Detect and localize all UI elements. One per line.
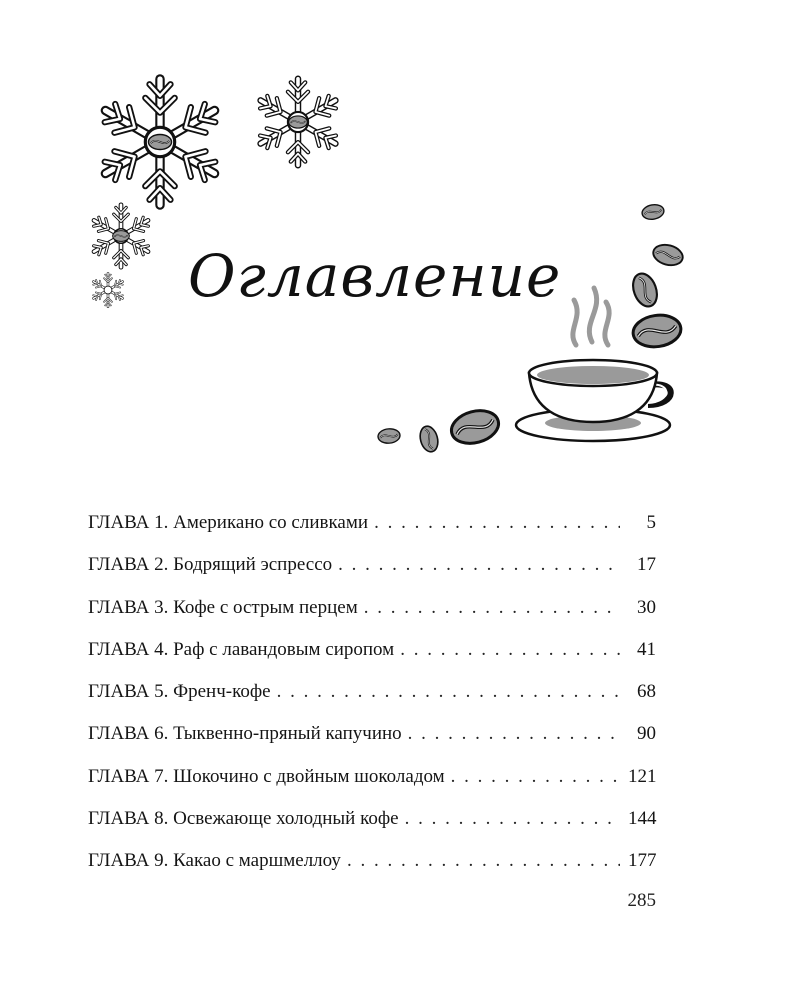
toc-entry-label: ГЛАВА 7. Шокочино с двойным шоколадом xyxy=(88,765,445,787)
toc-entry[interactable] xyxy=(88,639,656,681)
dot-leader xyxy=(364,597,620,619)
snowflake-icon xyxy=(90,205,151,267)
toc-entry-page: 5 xyxy=(646,512,656,533)
toc-entry-page: 121 xyxy=(628,765,657,787)
toc-entry[interactable] xyxy=(88,723,656,765)
toc-entry-label: ГЛАВА 3. Кофе с острым перцем xyxy=(88,596,358,618)
coffee-bean-icon xyxy=(417,424,440,453)
toc-entry-page: 144 xyxy=(628,808,657,830)
coffee-cup-icon xyxy=(516,360,671,441)
table-of-contents xyxy=(88,512,656,893)
toc-entry-page: 30 xyxy=(637,596,656,618)
coffee-bean-icon xyxy=(377,428,400,444)
toc-entry[interactable] xyxy=(88,766,656,808)
coffee-bean-icon xyxy=(448,406,502,449)
snowflake-icon xyxy=(98,79,222,205)
snowflake-icon xyxy=(256,79,341,165)
toc-entry-label: ГЛАВА 4. Раф с лавандовым сиропом xyxy=(88,638,395,660)
toc-entry-page: 177 xyxy=(628,850,657,872)
snowflake-icon xyxy=(91,273,124,307)
toc-entry-label: ГЛАВА 8. Освежающе холодный кофе xyxy=(88,808,399,830)
toc-entry[interactable] xyxy=(88,554,656,596)
toc-entry-page: 90 xyxy=(637,723,656,745)
toc-entry-label: ГЛАВА 5. Френч-кофе xyxy=(88,681,271,703)
coffee-bean-icon xyxy=(629,270,661,310)
toc-entry-label: ГЛАВА 2. Бодрящий эспрессо xyxy=(88,554,333,576)
page-number: 285 xyxy=(627,890,656,911)
dot-leader xyxy=(408,723,620,745)
page-title: Оглавление xyxy=(188,242,562,310)
dot-leader xyxy=(400,639,620,661)
dot-leader xyxy=(451,766,620,788)
toc-entry[interactable] xyxy=(88,681,656,723)
toc-entry-label: ГЛАВА 6. Тыквенно-пряный капучино xyxy=(88,723,402,745)
toc-entry[interactable] xyxy=(88,512,656,554)
decorative-illustration xyxy=(0,0,800,470)
toc-entry-page: 41 xyxy=(637,638,656,660)
coffee-bean-icon xyxy=(651,242,685,269)
toc-entry-page: 68 xyxy=(637,681,656,703)
dot-leader xyxy=(277,681,620,703)
toc-entry[interactable] xyxy=(88,597,656,639)
toc-entry-page: 17 xyxy=(637,554,656,576)
steam-icon xyxy=(573,288,609,345)
toc-entry-label: ГЛАВА 1. Американо со сливками xyxy=(88,512,369,533)
dot-leader xyxy=(374,512,620,534)
toc-entry-label: ГЛАВА 9. Какао с маршмеллоу xyxy=(88,850,341,872)
coffee-bean-icon xyxy=(631,312,683,350)
dot-leader xyxy=(338,554,620,576)
toc-entry[interactable] xyxy=(88,850,656,892)
dot-leader xyxy=(405,808,620,830)
coffee-bean-icon xyxy=(641,203,665,221)
toc-entry[interactable] xyxy=(88,808,656,850)
dot-leader xyxy=(347,850,620,872)
